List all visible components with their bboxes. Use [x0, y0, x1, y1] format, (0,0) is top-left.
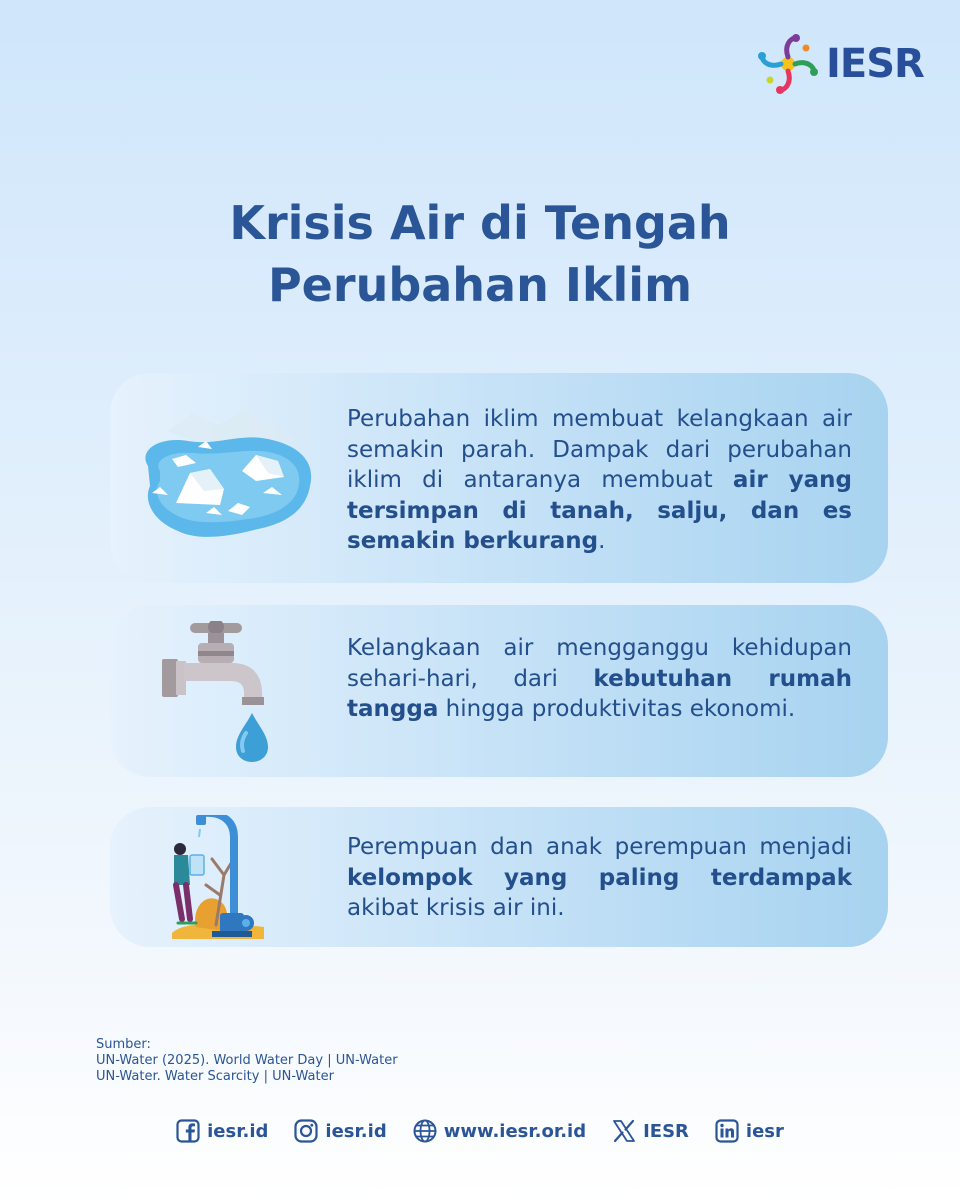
card-2-text [347, 633, 852, 725]
facebook-icon [176, 1119, 200, 1143]
brand-logo [756, 32, 924, 96]
info-card-ice [110, 373, 888, 583]
woman-water-pump-icon [172, 815, 268, 941]
card-1-text-bold: air yang tersimpan di tanah, salju, dan es semakin berkurang [347, 467, 853, 554]
instagram-icon [294, 1119, 318, 1143]
social-links [0, 1119, 960, 1143]
card-1-text [347, 404, 852, 557]
title-line-1: Krisis Air di Tengah [229, 196, 731, 250]
source-section [96, 1037, 398, 1085]
info-card-tap [110, 605, 888, 777]
source-line-1: UN-Water (2025). World Water Day | UN-Water [96, 1053, 398, 1068]
page-title [0, 192, 960, 316]
card-3-text-bold: kelompok yang paling terdampak [347, 864, 852, 891]
source-line-2: UN-Water. Water Scarcity | UN-Water [96, 1069, 334, 1084]
social-facebook[interactable] [176, 1119, 268, 1143]
card-3-text [347, 832, 852, 924]
card-1-text-part-3: . [598, 528, 606, 554]
iesr-logo-icon [756, 32, 820, 96]
title-line-2: Perubahan Iklim [267, 258, 693, 312]
brand-name: IESR [826, 41, 924, 87]
social-x-label: IESR [643, 1120, 689, 1142]
social-website[interactable] [413, 1119, 586, 1143]
card-3-text-part-3: akibat krisis air ini. [347, 895, 565, 921]
card-2-text-bold: kebutuhan rumah tangga [347, 665, 852, 722]
linkedin-icon [715, 1119, 739, 1143]
card-3-text-part-1: Perempuan dan anak perempuan menjadi [347, 834, 852, 860]
social-facebook-label: iesr.id [207, 1120, 269, 1142]
melting-ice-icon [138, 411, 313, 543]
info-card-women [110, 807, 888, 947]
social-linkedin[interactable] [715, 1119, 784, 1143]
social-linkedin-label: iesr [745, 1120, 784, 1142]
social-website-label: www.iesr.or.id [443, 1120, 587, 1142]
water-tap-icon [162, 621, 277, 763]
x-icon [612, 1119, 636, 1143]
card-2-text-part-1: Kelangkaan air mengganggu kehidupan sehari-hari, dari [347, 635, 852, 692]
social-instagram[interactable] [294, 1119, 386, 1143]
source-label: Sumber: [96, 1037, 151, 1052]
social-instagram-label: iesr.id [325, 1120, 387, 1142]
card-1-text-part-1: Perubahan iklim membuat kelangkaan air semakin parah. Dampak dari perubahan iklim di antaranya membuat [347, 406, 852, 493]
globe-icon [413, 1119, 437, 1143]
social-x[interactable] [612, 1119, 689, 1143]
card-2-text-part-3: hingga produktivitas ekonomi. [438, 696, 796, 722]
